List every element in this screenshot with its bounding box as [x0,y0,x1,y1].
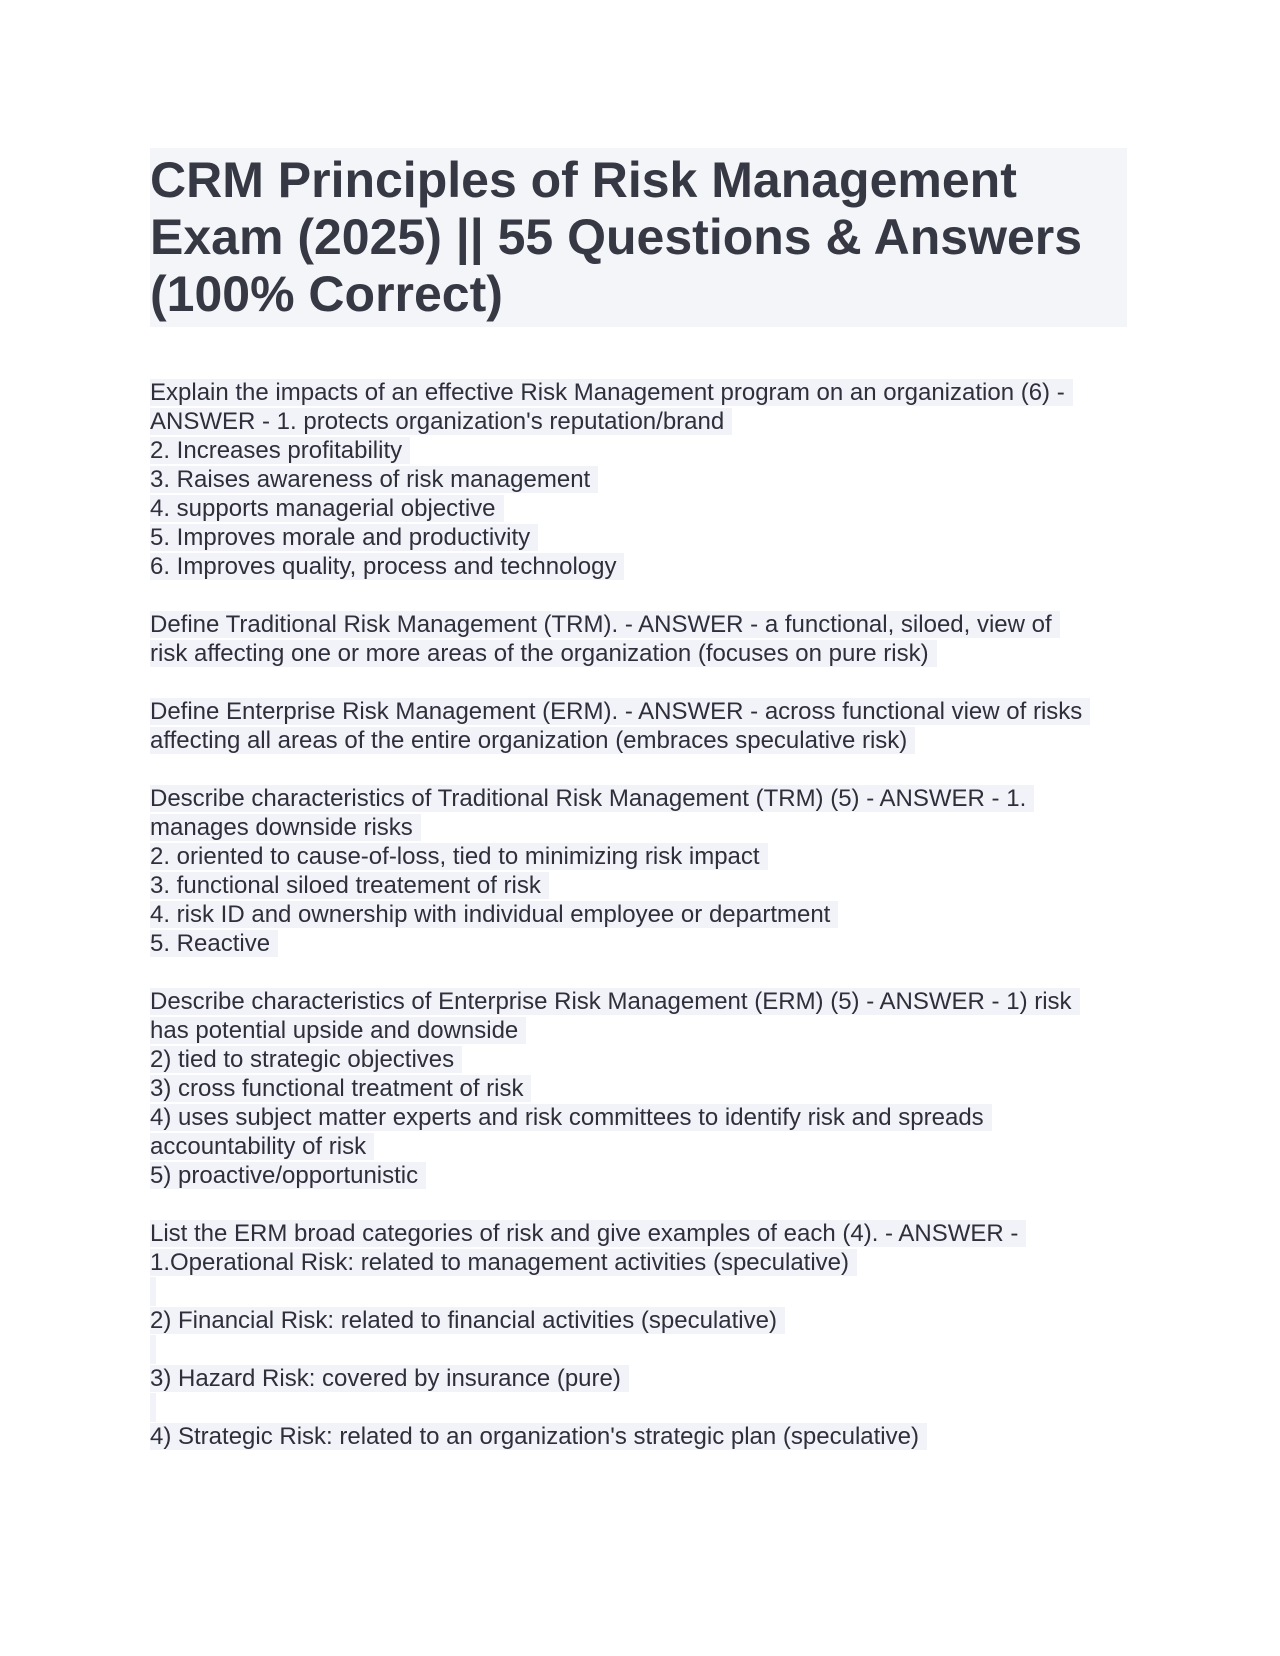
qa-line [150,1364,1130,1393]
qa-item [150,378,1130,581]
qa-line [150,813,1130,842]
qa-line-text: accountability of risk [150,1133,374,1160]
qa-line-text: List the ERM broad categories of risk and give examples of each (4). - ANSWER - [150,1220,1026,1247]
qa-line [150,929,1130,958]
qa-line [150,1306,1130,1335]
qa-item [150,610,1130,668]
qa-line-text: 5) proactive/opportunistic [150,1162,426,1189]
blank-line [150,1393,156,1422]
qa-line [150,1132,1130,1161]
qa-line-text: 4) Strategic Risk: related to an organization's strategic plan (speculative) [150,1423,927,1450]
blank-line [150,1335,156,1364]
qa-line-text: 3. functional siloed treatement of risk [150,872,549,899]
qa-line-text: Define Enterprise Risk Management (ERM). - ANSWER - across functional view of risks [150,698,1090,725]
qa-line [150,784,1130,813]
qa-line-text: 4. supports managerial objective [150,495,504,522]
qa-line-text: 3. Raises awareness of risk management [150,466,598,493]
qa-line-text: Define Traditional Risk Management (TRM). - ANSWER - a functional, siloed, view of [150,611,1060,638]
title-line: (100% Correct) [150,266,503,322]
qa-line-text: 4) uses subject matter experts and risk committees to identify risk and spreads [150,1104,992,1131]
qa-line [150,1103,1130,1132]
qa-line-text: Describe characteristics of Traditional Risk Management (TRM) (5) - ANSWER - 1. [150,785,1034,812]
qa-item [150,987,1130,1190]
qa-line [150,639,1130,668]
title-line: Exam (2025) || 55 Questions & Answers [150,209,1083,265]
qa-line-text: 4. risk ID and ownership with individual employee or department [150,901,838,928]
qa-line [150,697,1130,726]
qa-line [150,842,1130,871]
qa-line [150,378,1130,407]
title-line: CRM Principles of Risk Management [150,152,1017,208]
qa-item [150,784,1130,958]
qa-line-text: 6. Improves quality, process and technology [150,553,624,580]
qa-line [150,523,1130,552]
qa-line-text: 3) cross functional treatment of risk [150,1075,531,1102]
qa-line [150,1219,1130,1248]
qa-line [150,1161,1130,1190]
qa-line-text: 5. Reactive [150,930,278,957]
qa-line [150,610,1130,639]
qa-line-text: risk affecting one or more areas of the organization (focuses on pure risk) [150,640,937,667]
qa-line [150,1074,1130,1103]
qa-line [150,726,1130,755]
qa-line [150,1045,1130,1074]
qa-line [150,1016,1130,1045]
qa-line-text: 5. Improves morale and productivity [150,524,538,551]
qa-line-text: 1.Operational Risk: related to management activities (speculative) [150,1249,857,1276]
qa-line [150,494,1130,523]
qa-line [150,1248,1130,1277]
qa-line [150,552,1130,581]
title-block [150,148,1127,327]
qa-line-text: 2. Increases profitability [150,437,410,464]
qa-line-text: has potential upside and downside [150,1017,526,1044]
qa-line [150,436,1130,465]
qa-line-text: ANSWER - 1. protects organization's reputation/brand [150,408,732,435]
qa-line-text: affecting all areas of the entire organization (embraces speculative risk) [150,727,915,754]
qa-line-text: 2) Financial Risk: related to financial activities (speculative) [150,1307,785,1334]
qa-item [150,1219,1130,1451]
blank-line [150,1277,156,1306]
qa-line-text: manages downside risks [150,814,421,841]
qa-line [150,1422,1130,1451]
qa-line-text: Describe characteristics of Enterprise Risk Management (ERM) (5) - ANSWER - 1) risk [150,988,1080,1015]
qa-line-text: 3) Hazard Risk: covered by insurance (pure) [150,1365,629,1392]
qa-item [150,697,1130,755]
qa-line [150,407,1130,436]
document-title [150,152,1127,323]
qa-line-text: 2. oriented to cause-of-loss, tied to minimizing risk impact [150,843,768,870]
qa-list [150,378,1130,1480]
qa-line-text: Explain the impacts of an effective Risk Management program on an organization (6) - [150,379,1073,406]
qa-line [150,900,1130,929]
qa-line [150,871,1130,900]
qa-line [150,465,1130,494]
qa-line-text: 2) tied to strategic objectives [150,1046,462,1073]
qa-line [150,987,1130,1016]
